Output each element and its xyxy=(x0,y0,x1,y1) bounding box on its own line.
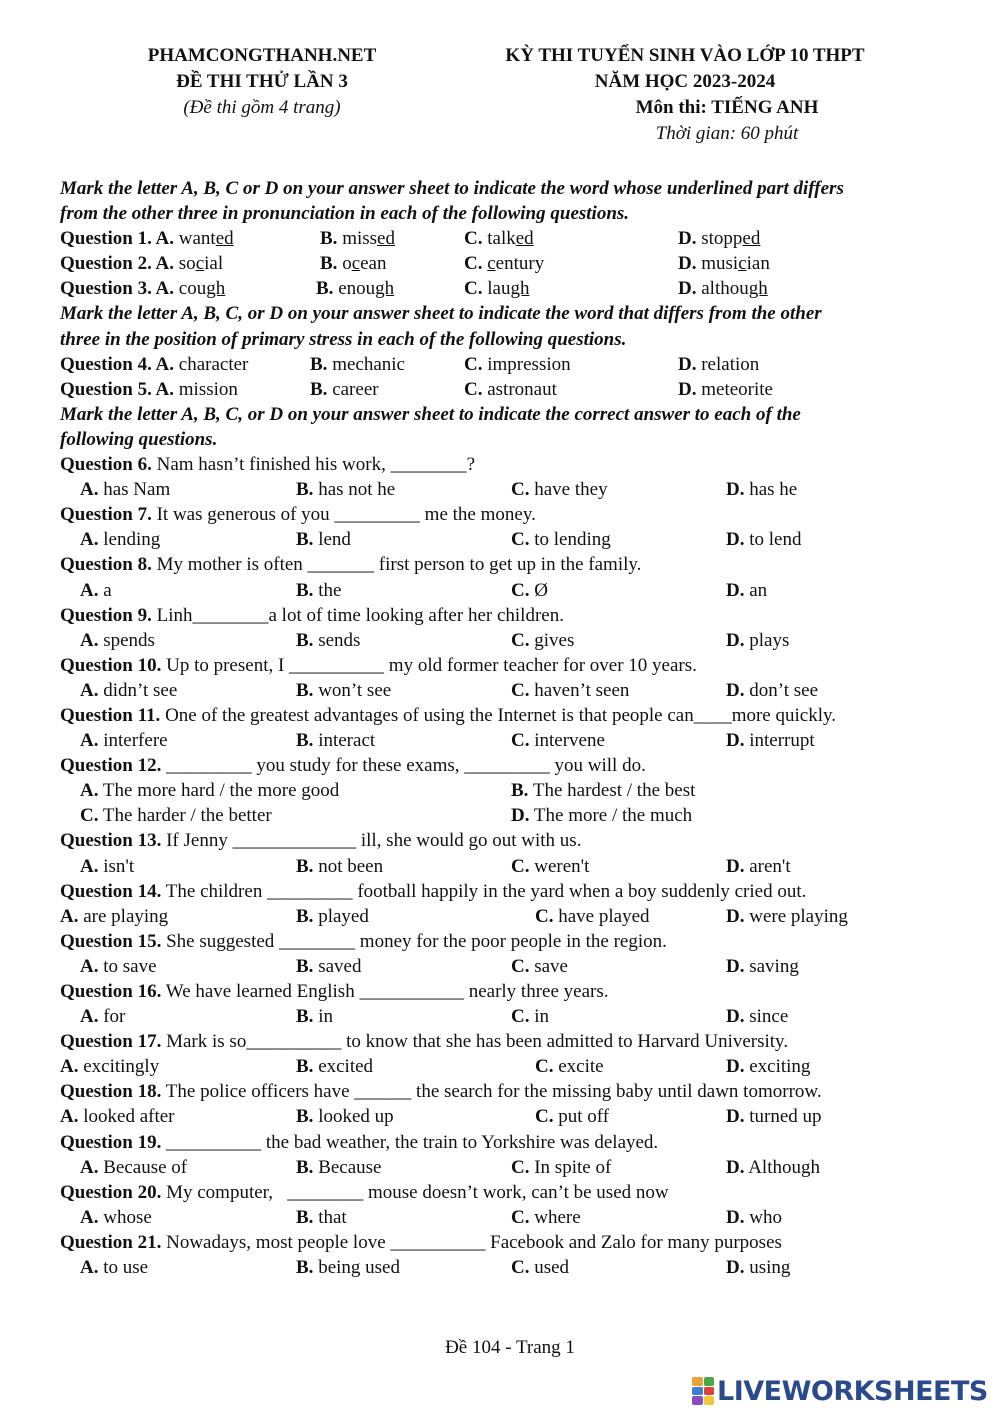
option-d[interactable]: D. The more / the much xyxy=(511,805,693,827)
option-c[interactable]: C. astronaut xyxy=(464,378,557,400)
question-12-options-row2 xyxy=(60,803,980,828)
option-d[interactable]: D. aren't xyxy=(726,855,791,877)
school-year: NĂM HỌC 2023-2024 xyxy=(594,71,776,92)
question-17-stem: Question 17. Mark is so__________ to know that she has been admitted to Harvard University. xyxy=(60,1031,789,1053)
option-c[interactable]: C. In spite of xyxy=(511,1156,612,1178)
question-label: Question 1. A. xyxy=(60,228,175,250)
option-b[interactable]: B. career xyxy=(310,378,379,400)
option-d[interactable]: D. stopped xyxy=(678,228,761,250)
option-b[interactable]: B. excited xyxy=(296,1056,374,1078)
option-d[interactable]: D. although xyxy=(678,278,768,300)
option-a[interactable]: A. Because of xyxy=(80,1156,188,1178)
option-a[interactable]: A. whose xyxy=(80,1206,152,1228)
option-b[interactable]: B. lend xyxy=(296,529,351,551)
option-a[interactable]: A. are playing xyxy=(60,905,169,927)
option-a[interactable]: A. didn’t see xyxy=(80,679,178,701)
option-b[interactable]: B. missed xyxy=(320,228,395,250)
option-b[interactable]: B. Because xyxy=(296,1156,382,1178)
question-15-options xyxy=(60,954,980,979)
option-c[interactable]: C. impression xyxy=(464,353,571,375)
option-c[interactable]: C. century xyxy=(464,253,545,275)
exam-title: KỲ THI TUYỂN SINH VÀO LỚP 10 THPT xyxy=(505,45,865,66)
option-a[interactable]: A. has Nam xyxy=(80,479,171,501)
question-19-stem: Question 19. __________ the bad weather, the train to Yorkshire was delayed. xyxy=(60,1131,659,1153)
option-a[interactable]: mission xyxy=(178,378,238,400)
option-d[interactable]: D. has he xyxy=(726,479,798,501)
question-20-stem: Question 20. My computer, ________ mouse doesn’t work, can’t be used now xyxy=(60,1181,669,1203)
option-c[interactable]: C. haven’t seen xyxy=(511,679,630,701)
question-14-options xyxy=(60,904,980,929)
option-b[interactable]: B. enough xyxy=(316,278,395,300)
option-d[interactable]: D. musician xyxy=(678,253,770,275)
question-9-options xyxy=(60,628,980,653)
option-a[interactable]: A. to save xyxy=(80,955,157,977)
question-17-options xyxy=(60,1054,980,1079)
liveworksheets-logo-icon xyxy=(692,1377,714,1405)
option-b[interactable]: B. saved xyxy=(296,955,362,977)
option-a[interactable]: A. excitingly xyxy=(60,1056,160,1078)
option-c[interactable]: C. intervene xyxy=(511,730,605,752)
question-label: Question 4. A. xyxy=(60,353,175,375)
option-d[interactable]: D. were playing xyxy=(726,905,848,927)
question-18-stem: Question 18. The police officers have ______ the search for the missing baby until dawn tomorrow. xyxy=(60,1081,822,1103)
question-10-options xyxy=(60,678,980,703)
brand-name: LIVEWORKSHEETS xyxy=(717,1375,988,1407)
option-b[interactable]: B. the xyxy=(296,579,342,601)
question-8-stem: Question 8. My mother is often _______ first person to get up in the family. xyxy=(60,554,642,576)
option-d[interactable]: D. turned up xyxy=(726,1106,822,1128)
option-d[interactable]: D. saving xyxy=(726,955,799,977)
option-b[interactable]: B. ocean xyxy=(320,253,387,275)
option-a[interactable]: A. looked after xyxy=(60,1106,175,1128)
option-b[interactable]: B. won’t see xyxy=(296,679,392,701)
option-c[interactable]: C. The harder / the better xyxy=(80,805,272,827)
question-18-options xyxy=(60,1104,980,1129)
question-5 xyxy=(60,377,980,402)
option-c[interactable]: C. have played xyxy=(535,905,650,927)
question-11-stem: Question 11. One of the greatest advantages of using the Internet is that people can____more quickly. xyxy=(60,704,836,726)
option-a[interactable]: A. The more hard / the more good xyxy=(80,780,340,802)
option-d[interactable]: D. relation xyxy=(678,353,760,375)
question-16-stem: Question 16. We have learned English ___________ nearly three years. xyxy=(60,981,609,1002)
duration: Thời gian: 60 phút xyxy=(655,123,799,144)
question-12-stem: Question 12. _________ you study for these exams, _________ you will do. xyxy=(60,755,646,777)
site-name: PHAMCONGTHANH.NET xyxy=(147,45,377,66)
instruction-stress: Mark the letter A, B, C, or D on your answer sheet to indicate the word that differs from the other xyxy=(60,303,822,325)
option-c[interactable]: C. Ø xyxy=(511,579,548,601)
question-10-stem: Question 10. Up to present, I __________ my old former teacher for over 10 years. xyxy=(60,654,697,676)
instruction-pronunciation-2: from the other three in pronunciation in each of the following questions. xyxy=(60,203,630,225)
option-d[interactable]: D. to lend xyxy=(726,529,802,551)
option-c[interactable]: C. used xyxy=(511,1257,570,1279)
option-c[interactable]: C. put off xyxy=(535,1106,610,1128)
option-a[interactable]: character xyxy=(178,353,249,375)
question-15-stem: Question 15. She suggested ________ money for the poor people in the region. xyxy=(60,930,667,952)
option-d[interactable]: D. an xyxy=(726,579,768,601)
question-13-options xyxy=(60,854,980,879)
header-right xyxy=(440,43,930,147)
instruction-correct-answer: Mark the letter A, B, C, or D on your answer sheet to indicate the correct answer to each of the xyxy=(60,403,801,425)
option-a[interactable]: social xyxy=(178,253,224,275)
option-c[interactable]: C. save xyxy=(511,955,568,977)
question-20-options xyxy=(60,1205,980,1230)
option-c[interactable]: C. have they xyxy=(511,479,608,501)
question-21-stem: Question 21. Nowadays, most people love __________ Facebook and Zalo for many purposes xyxy=(60,1231,782,1253)
question-12-options-row1 xyxy=(60,778,980,803)
question-14-stem: Question 14. The children _________ football happily in the yard when a boy suddenly cried out. xyxy=(60,880,807,902)
option-c[interactable]: C. where xyxy=(511,1206,581,1228)
option-b[interactable]: B. sends xyxy=(296,629,361,651)
question-6-options xyxy=(60,477,980,502)
option-b[interactable]: B. played xyxy=(296,905,369,927)
option-a[interactable]: cough xyxy=(178,278,226,300)
option-b[interactable]: B. in xyxy=(296,1006,333,1028)
question-16-options xyxy=(60,1004,980,1029)
page-footer: Đề 104 - Trang 1 xyxy=(445,1337,575,1358)
option-c[interactable]: C. talked xyxy=(464,228,534,250)
option-a[interactable]: wanted xyxy=(178,228,234,250)
option-b[interactable]: B. not been xyxy=(296,855,384,877)
option-a[interactable]: A. spends xyxy=(80,629,155,651)
question-3 xyxy=(60,276,980,301)
question-label: Question 5. A. xyxy=(60,378,175,400)
option-a[interactable]: A. a xyxy=(80,579,112,601)
option-d[interactable]: D. using xyxy=(726,1257,791,1279)
option-a[interactable]: A. lending xyxy=(80,529,161,551)
option-d[interactable]: D. plays xyxy=(726,629,790,651)
question-9-stem: Question 9. Linh________a lot of time looking after her children. xyxy=(60,604,564,626)
option-d[interactable]: D. don’t see xyxy=(726,679,819,701)
option-b[interactable]: B. mechanic xyxy=(310,353,405,375)
option-b[interactable]: B. has not he xyxy=(296,479,396,501)
question-label: Question 2. A. xyxy=(60,253,175,275)
exam-number: ĐỀ THI THỬ LẦN 3 xyxy=(176,71,348,92)
option-b[interactable]: B. looked up xyxy=(296,1106,394,1128)
option-d[interactable]: D. interrupt xyxy=(726,730,815,752)
question-21-options xyxy=(60,1255,980,1280)
option-d[interactable]: D. Although xyxy=(726,1156,820,1178)
question-label: Question 3. A. xyxy=(60,278,175,300)
question-7-options xyxy=(60,527,980,552)
subject: Môn thi: TIẾNG ANH xyxy=(635,97,819,118)
question-11-options xyxy=(60,728,980,753)
instruction-correct-answer-2: following questions. xyxy=(60,428,218,450)
question-1 xyxy=(60,226,980,251)
option-c[interactable]: C. to lending xyxy=(511,529,611,551)
option-a[interactable]: A. isn't xyxy=(80,855,135,877)
option-c[interactable]: C. laugh xyxy=(464,278,530,300)
question-19-options xyxy=(60,1155,980,1180)
option-b[interactable]: B. The hardest / the best xyxy=(511,780,696,802)
exam-content xyxy=(60,176,980,1280)
option-c[interactable]: C. excite xyxy=(535,1056,604,1078)
header-left xyxy=(112,43,412,121)
liveworksheets-brand[interactable] xyxy=(692,1374,988,1408)
option-c[interactable]: C. weren't xyxy=(511,855,590,877)
option-b[interactable]: B. being used xyxy=(296,1257,400,1279)
option-b[interactable]: B. interact xyxy=(296,730,376,752)
option-b[interactable]: B. that xyxy=(296,1206,347,1228)
option-a[interactable]: A. to use xyxy=(80,1257,149,1279)
question-2 xyxy=(60,251,980,276)
option-d[interactable]: D. who xyxy=(726,1206,782,1228)
question-13-stem: Question 13. If Jenny _____________ ill, she would go out with us. xyxy=(60,830,582,852)
instruction-pronunciation: Mark the letter A, B, C or D on your answer sheet to indicate the word whose underlined part differs xyxy=(60,178,844,199)
instruction-stress-2: three in the position of primary stress in each of the following questions. xyxy=(60,328,627,350)
question-4 xyxy=(60,352,980,377)
question-7-stem: Question 7. It was generous of you _________ me the money. xyxy=(60,504,536,526)
option-d[interactable]: D. exciting xyxy=(726,1056,811,1078)
option-d[interactable]: D. meteorite xyxy=(678,378,773,400)
question-8-options xyxy=(60,578,980,603)
option-a[interactable]: A. for xyxy=(80,1006,126,1028)
pages-note: (Đề thi gồm 4 trang) xyxy=(183,97,341,118)
question-6-stem: Question 6. Nam hasn’t finished his work, ________? xyxy=(60,454,475,476)
option-c[interactable]: C. gives xyxy=(511,629,575,651)
option-a[interactable]: A. interfere xyxy=(80,730,168,752)
option-c[interactable]: C. in xyxy=(511,1006,550,1028)
option-d[interactable]: D. since xyxy=(726,1006,789,1028)
